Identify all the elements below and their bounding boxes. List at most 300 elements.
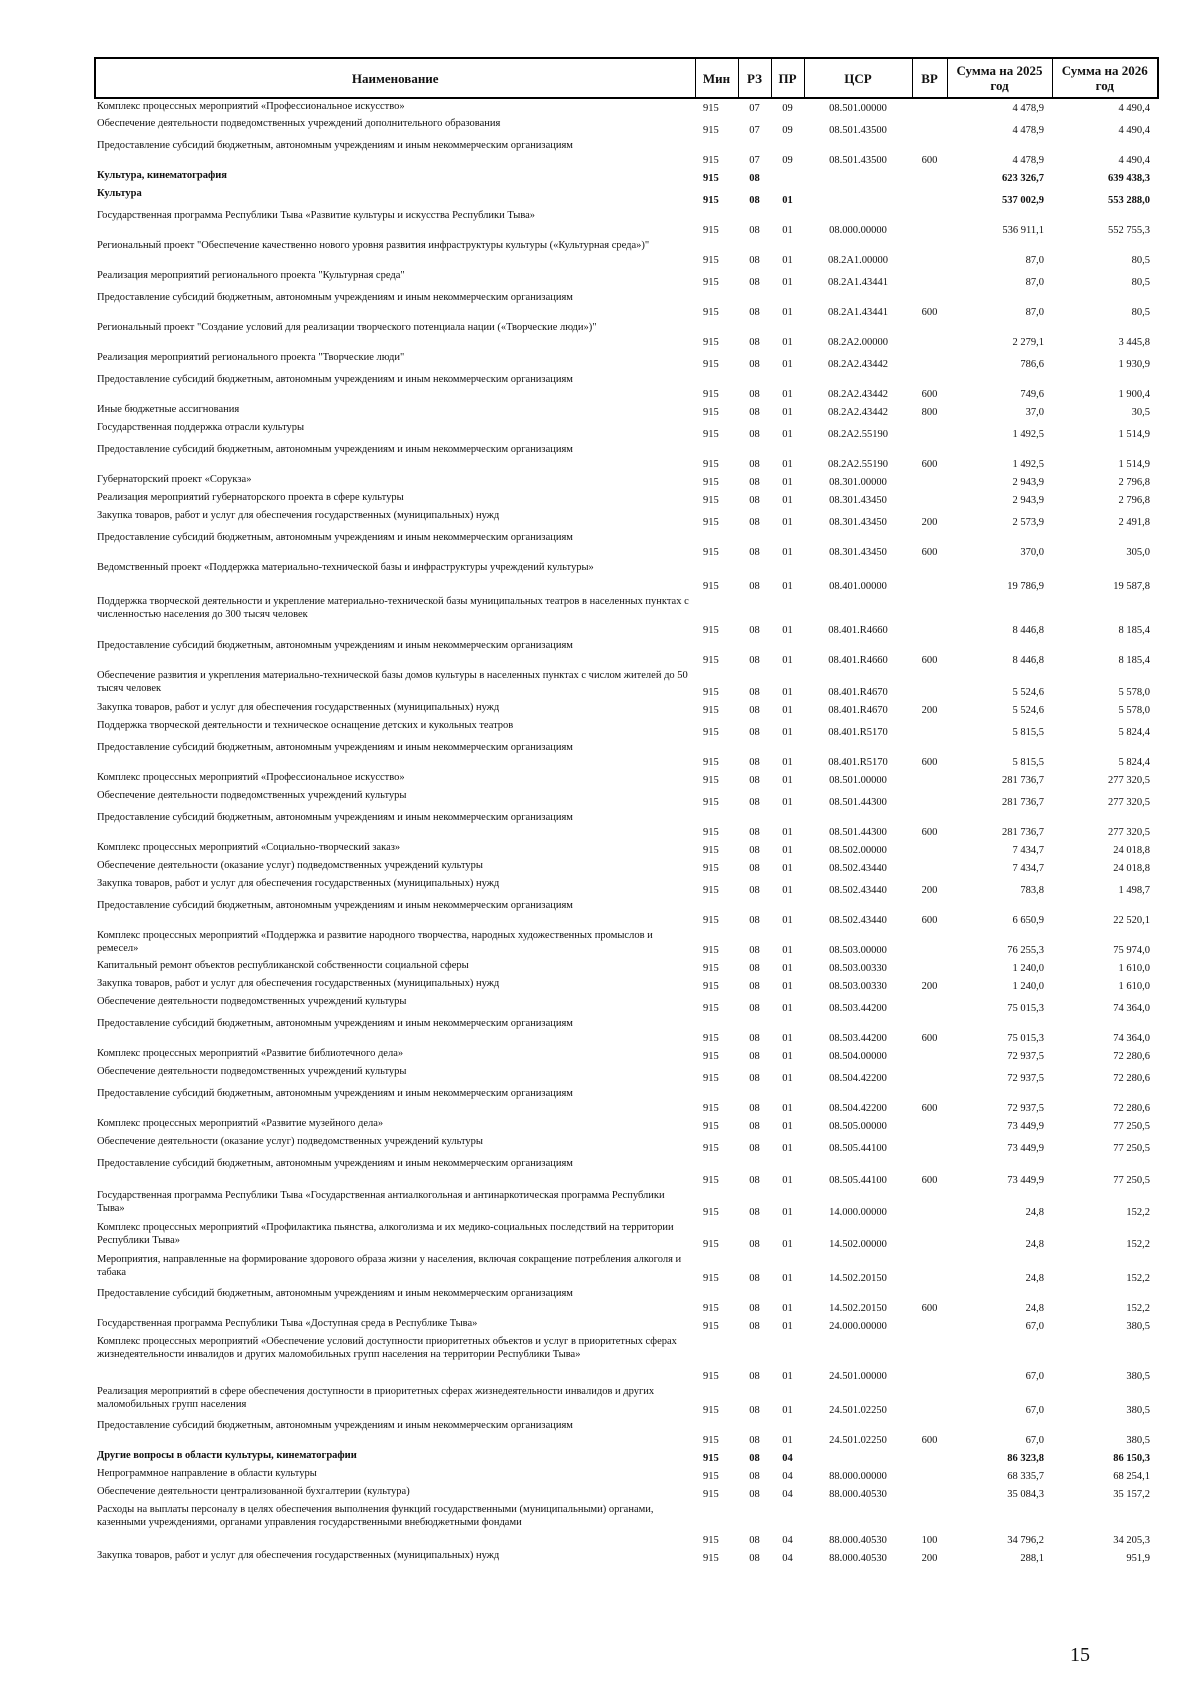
cell-sum-2026: 5 578,0 [1118,705,1150,716]
cell-vr: 200 [921,517,938,528]
cell-sum-2025: 2 943,9 [1012,477,1044,488]
cell-sum-2025: 281 736,7 [1002,797,1044,808]
cell-min: 915 [703,981,719,992]
cell-rz: 08 [749,1003,760,1014]
cell-min: 915 [703,429,719,440]
table-row [95,1316,1158,1334]
cell-min: 915 [703,517,719,528]
cell-pr: 04 [782,1471,793,1482]
cell-vr: 600 [921,389,938,400]
cell-rz: 08 [749,1103,760,1114]
cell-min: 915 [703,255,719,266]
cell-pr: 01 [782,581,793,592]
cell-csr: 08.503.00330 [829,963,887,974]
cell-sum-2025: 288,1 [1020,1553,1044,1564]
cell-min: 915 [703,103,719,114]
cell-min: 915 [703,1207,719,1218]
cell-pr: 01 [782,1303,793,1314]
cell-vr: 600 [921,155,938,166]
table-row [95,1116,1158,1134]
cell-vr [912,1188,947,1220]
cell-rz: 08 [749,797,760,808]
cell-csr: 08.401.R4660 [828,625,888,636]
cell-sum-2025: 73 449,9 [1007,1175,1044,1186]
header-sum-2025: Сумма на 2025 год [947,58,1052,98]
header-name: Наименование [95,58,695,98]
cell-vr [912,1316,947,1334]
table-row [95,508,1158,530]
cell-pr: 01 [782,827,793,838]
cell-sum-2025: 370,0 [1020,547,1044,558]
cell-pr: 01 [782,195,793,206]
cell-pr: 01 [782,915,793,926]
cell-sum-2025: 7 434,7 [1012,845,1044,856]
table-row [95,186,1158,208]
cell-pr: 01 [782,1371,793,1382]
cell-sum-2026: 86 150,3 [1113,1453,1150,1464]
cell-name: Закупка товаров, работ и услуг для обеспечения государственных (муниципальных) нужд [97,510,500,521]
header-rz: РЗ [738,58,771,98]
cell-name: Обеспечение деятельности (оказание услуг) подведомственных учреждений культуры [97,1136,483,1147]
cell-vr [912,350,947,372]
cell-name: Обеспечение деятельности (оказание услуг) подведомственных учреждений культуры [97,860,483,871]
cell-sum-2025: 68 335,7 [1007,1471,1044,1482]
cell-pr: 01 [782,407,793,418]
cell-sum-2025: 24,8 [1025,1207,1044,1218]
cell-rz: 08 [749,757,760,768]
cell-pr: 01 [782,1073,793,1084]
cell-sum-2025: 76 255,3 [1007,945,1044,956]
table-row [95,770,1158,788]
cell-sum-2026: 951,9 [1126,1553,1150,1564]
cell-name: Комплекс процессных мероприятий «Социально-творческий заказ» [97,842,401,853]
cell-rz: 08 [749,1143,760,1154]
cell-rz: 08 [749,963,760,974]
cell-name: Реализация мероприятий регионального проекта "Культурная среда" [97,270,405,281]
cell-csr: 08.401.R5170 [828,757,888,768]
cell-sum-2026: 35 157,2 [1113,1489,1150,1500]
cell-csr: 08.301.43450 [829,547,887,558]
budget-table [94,57,1159,1566]
cell-sum-2026: 75 974,0 [1113,945,1150,956]
cell-vr [912,168,947,186]
cell-name: Предоставление субсидий бюджетным, автономным учреждениям и иным некоммерческим организациям [97,742,573,753]
cell-sum-2025: 67,0 [1025,1435,1044,1446]
cell-pr: 01 [782,1051,793,1062]
cell-pr: 01 [782,1175,793,1186]
cell-min: 915 [703,885,719,896]
cell-min: 915 [703,195,719,206]
cell-sum-2026: 80,5 [1131,307,1150,318]
table-row [95,530,1158,560]
cell-vr: 600 [921,459,938,470]
cell-min: 915 [703,727,719,738]
cell-sum-2025: 67,0 [1025,1321,1044,1332]
cell-sum-2026: 72 280,6 [1113,1051,1150,1062]
cell-pr: 09 [782,103,793,114]
cell-min: 915 [703,155,719,166]
table-row [95,1418,1158,1448]
table-row [95,1286,1158,1316]
cell-sum-2026: 72 280,6 [1113,1103,1150,1114]
cell-rz: 08 [749,547,760,558]
cell-csr [804,168,912,186]
header-sum-2026: Сумма на 2026 год [1052,58,1158,98]
table-row [95,876,1158,898]
cell-rz: 08 [749,885,760,896]
cell-sum-2026: 1 514,9 [1118,459,1150,470]
cell-csr: 14.502.20150 [829,1273,887,1284]
cell-pr: 01 [782,1003,793,1014]
cell-csr: 08.2А2.43442 [827,389,889,400]
cell-min: 915 [703,655,719,666]
cell-csr: 08.401.R4670 [828,705,888,716]
cell-sum-2025: 1 240,0 [1012,963,1044,974]
cell-vr [912,994,947,1016]
cell-csr: 08.503.00000 [829,945,887,956]
cell-csr: 08.503.44200 [829,1033,887,1044]
table-row [95,168,1158,186]
cell-sum-2025: 537 002,9 [1002,195,1044,206]
cell-sum-2026: 152,2 [1126,1207,1150,1218]
cell-min: 915 [703,963,719,974]
table-row [95,740,1158,770]
cell-name: Предоставление субсидий бюджетным, автономным учреждениям и иным некоммерческим организациям [97,140,573,151]
cell-csr: 08.501.43500 [829,155,887,166]
cell-pr: 01 [782,727,793,738]
table-row [95,420,1158,442]
cell-name: Обеспечение деятельности подведомственных учреждений культуры [97,996,407,1007]
cell-name: Предоставление субсидий бюджетным, автономным учреждениям и иным некоммерческим организациям [97,374,573,385]
cell-rz: 08 [749,225,760,236]
table-row [95,718,1158,740]
cell-rz: 08 [749,1471,760,1482]
cell-pr: 04 [782,1553,793,1564]
cell-name: Предоставление субсидий бюджетным, автономным учреждениям и иным некоммерческим организациям [97,1018,573,1029]
cell-rz: 08 [749,827,760,838]
cell-min: 915 [703,1143,719,1154]
cell-vr [912,1064,947,1086]
cell-sum-2025: 786,6 [1020,359,1044,370]
cell-vr [912,116,947,138]
cell-csr: 08.501.00000 [829,103,887,114]
cell-name: Государственная программа Республики Тыва «Развитие культуры и искусства Республики Тыва» [97,210,536,221]
cell-name: Предоставление субсидий бюджетным, автономным учреждениям и иным некоммерческим организациям [97,532,573,543]
cell-sum-2025: 783,8 [1020,885,1044,896]
cell-sum-2026: 77 250,5 [1113,1121,1150,1132]
cell-sum-2026: 639 438,3 [1108,173,1150,184]
cell-sum-2025: 67,0 [1025,1405,1044,1416]
cell-min: 915 [703,1103,719,1114]
cell-vr [912,208,947,238]
cell-min: 915 [703,1051,719,1062]
cell-csr: 08.2А1.43441 [827,307,889,318]
table-row [95,1156,1158,1188]
cell-min: 915 [703,1175,719,1186]
cell-vr: 100 [921,1535,938,1546]
table-row [95,238,1158,268]
cell-min: 915 [703,1321,719,1332]
cell-sum-2026: 4 490,4 [1118,155,1150,166]
cell-name: Другие вопросы в области культуры, кинематографии [97,1450,357,1461]
table-row [95,788,1158,810]
cell-rz: 08 [749,477,760,488]
cell-sum-2026: 19 587,8 [1113,581,1150,592]
table-row [95,858,1158,876]
cell-sum-2025: 1 492,5 [1012,459,1044,470]
cell-csr: 08.504.42200 [829,1073,887,1084]
cell-sum-2026: 1 900,4 [1118,389,1150,400]
header-vr: ВР [912,58,947,98]
table-row [95,1046,1158,1064]
cell-rz: 08 [749,307,760,318]
cell-min: 915 [703,1273,719,1284]
cell-csr: 08.501.00000 [829,775,887,786]
cell-min: 915 [703,1003,719,1014]
cell-csr: 08.502.43440 [829,885,887,896]
cell-min: 915 [703,547,719,558]
cell-name: Закупка товаров, работ и услуг для обеспечения государственных (муниципальных) нужд [97,702,500,713]
cell-rz: 08 [749,625,760,636]
cell-pr: 01 [782,687,793,698]
cell-csr: 88.000.40530 [829,1553,887,1564]
cell-min: 915 [703,945,719,956]
cell-rz: 08 [749,727,760,738]
table-row [95,1548,1158,1566]
cell-name: Комплекс процессных мероприятий «Поддержка и развитие народного творчества, народных художественных промыслов и ремесел» [97,930,653,954]
cell-sum-2025: 72 937,5 [1007,1103,1044,1114]
cell-min: 915 [703,1033,719,1044]
cell-rz: 08 [749,495,760,506]
table-row [95,1086,1158,1116]
cell-sum-2026: 77 250,5 [1113,1175,1150,1186]
cell-pr: 01 [782,1207,793,1218]
cell-csr: 08.401.R5170 [828,727,888,738]
cell-rz: 08 [749,389,760,400]
cell-min: 915 [703,915,719,926]
cell-min: 915 [703,1489,719,1500]
cell-sum-2025: 24,8 [1025,1273,1044,1284]
table-row [95,116,1158,138]
cell-pr: 01 [782,655,793,666]
cell-sum-2025: 623 326,7 [1002,173,1044,184]
cell-name: Иные бюджетные ассигнования [97,404,240,415]
cell-sum-2025: 2 943,9 [1012,495,1044,506]
cell-csr: 14.502.20150 [829,1303,887,1314]
cell-sum-2025: 5 524,6 [1012,705,1044,716]
cell-rz: 08 [749,1273,760,1284]
cell-min: 915 [703,495,719,506]
cell-vr: 600 [921,827,938,838]
cell-csr: 08.301.00000 [829,477,887,488]
cell-name: Обеспечение деятельности централизованной бухгалтерии (культура) [97,1486,410,1497]
table-row [95,402,1158,420]
cell-rz: 08 [749,945,760,956]
cell-csr: 08.401.R4670 [828,687,888,698]
cell-name: Предоставление субсидий бюджетным, автономным учреждениям и иным некоммерческим организациям [97,444,573,455]
cell-rz: 08 [749,845,760,856]
cell-min: 915 [703,477,719,488]
cell-csr: 08.503.44200 [829,1003,887,1014]
table-row [95,290,1158,320]
cell-rz: 08 [749,1535,760,1546]
cell-csr: 08.301.43450 [829,517,887,528]
cell-vr [912,1334,947,1384]
table-row [95,1252,1158,1286]
cell-sum-2025: 87,0 [1025,307,1044,318]
cell-sum-2026: 277 320,5 [1108,775,1150,786]
page-number: 15 [1070,1644,1090,1666]
cell-pr: 01 [782,429,793,440]
cell-csr: 08.502.43440 [829,863,887,874]
cell-name: Предоставление субсидий бюджетным, автономным учреждениям и иным некоммерческим организациям [97,812,573,823]
cell-name: Предоставление субсидий бюджетным, автономным учреждениям и иным некоммерческим организациям [97,1420,573,1431]
cell-sum-2026: 4 490,4 [1118,103,1150,114]
table-row [95,1064,1158,1086]
cell-sum-2026: 22 520,1 [1113,915,1150,926]
cell-min: 915 [703,1121,719,1132]
cell-sum-2026: 5 578,0 [1118,687,1150,698]
cell-pr: 01 [782,775,793,786]
cell-name: Культура, кинематография [97,170,227,181]
cell-sum-2025: 75 015,3 [1007,1033,1044,1044]
cell-sum-2026: 152,2 [1126,1239,1150,1250]
cell-pr: 01 [782,277,793,288]
cell-csr: 08.501.43500 [829,125,887,136]
cell-sum-2025: 5 815,5 [1012,757,1044,768]
cell-pr: 01 [782,1033,793,1044]
cell-name: Региональный проект "Создание условий для реализации творческого потенциала нации («Творческие люди»)" [97,322,597,333]
cell-rz: 08 [749,1321,760,1332]
cell-sum-2026: 305,0 [1126,547,1150,558]
cell-rz: 08 [749,1489,760,1500]
cell-min: 915 [703,307,719,318]
cell-csr: 08.2А2.55190 [827,429,889,440]
cell-min: 915 [703,459,719,470]
cell-rz: 08 [749,1121,760,1132]
cell-vr [912,770,947,788]
cell-rz: 08 [749,1303,760,1314]
cell-name: Комплекс процессных мероприятий «Профессиональное искусство» [97,772,405,783]
cell-sum-2025: 24,8 [1025,1239,1044,1250]
cell-pr: 01 [782,307,793,318]
cell-pr [771,168,804,186]
cell-pr: 01 [782,517,793,528]
header-min: Мин [695,58,738,98]
cell-csr: 88.000.40530 [829,1535,887,1546]
cell-sum-2025: 73 449,9 [1007,1121,1044,1132]
cell-sum-2025: 4 478,9 [1012,103,1044,114]
cell-pr: 01 [782,225,793,236]
cell-rz: 08 [749,1207,760,1218]
cell-vr: 600 [921,1103,938,1114]
cell-pr: 01 [782,477,793,488]
cell-rz: 08 [749,1553,760,1564]
cell-name: Обеспечение деятельности подведомственных учреждений культуры [97,790,407,801]
table-row [95,1016,1158,1046]
cell-sum-2025: 2 573,9 [1012,517,1044,528]
cell-csr: 08.501.44300 [829,797,887,808]
cell-sum-2025: 1 240,0 [1012,981,1044,992]
cell-vr [912,490,947,508]
cell-rz: 08 [749,1051,760,1062]
cell-sum-2026: 1 610,0 [1118,981,1150,992]
cell-rz: 08 [749,1175,760,1186]
cell-vr [912,420,947,442]
cell-name: Реализация мероприятий губернаторского проекта в сфере культуры [97,492,404,503]
cell-min: 915 [703,1535,719,1546]
cell-sum-2026: 3 445,8 [1118,337,1150,348]
cell-rz: 08 [749,581,760,592]
cell-rz: 08 [749,1405,760,1416]
table-row [95,1134,1158,1156]
cell-name: Предоставление субсидий бюджетным, автономным учреждениям и иным некоммерческим организациям [97,292,573,303]
cell-vr: 200 [921,1553,938,1564]
cell-pr: 01 [782,337,793,348]
cell-name: Закупка товаров, работ и услуг для обеспечения государственных (муниципальных) нужд [97,878,500,889]
cell-sum-2026: 380,5 [1126,1371,1150,1382]
cell-min: 915 [703,1553,719,1564]
cell-vr [912,1448,947,1466]
cell-rz: 08 [749,195,760,206]
cell-sum-2026: 152,2 [1126,1273,1150,1284]
cell-pr: 01 [782,255,793,266]
table-row [95,594,1158,638]
cell-name: Культура [97,188,142,199]
cell-rz: 08 [749,655,760,666]
cell-rz: 08 [749,981,760,992]
cell-pr: 01 [782,757,793,768]
cell-min: 915 [703,277,719,288]
cell-name: Предоставление субсидий бюджетным, автономным учреждениям и иным некоммерческим организациям [97,640,573,651]
cell-min: 915 [703,407,719,418]
cell-pr: 01 [782,1435,793,1446]
cell-vr [912,472,947,490]
cell-csr: 08.2А2.00000 [827,337,889,348]
cell-csr: 88.000.40530 [829,1489,887,1500]
cell-vr: 600 [921,1303,938,1314]
table-row [95,1188,1158,1220]
cell-vr [912,858,947,876]
cell-sum-2025: 8 446,8 [1012,655,1044,666]
cell-sum-2025: 19 786,9 [1007,581,1044,592]
cell-sum-2026: 5 824,4 [1118,757,1150,768]
cell-sum-2025: 87,0 [1025,277,1044,288]
cell-pr: 01 [782,705,793,716]
cell-sum-2026: 30,5 [1131,407,1150,418]
cell-min: 915 [703,827,719,838]
cell-pr: 01 [782,1273,793,1284]
cell-rz: 08 [749,459,760,470]
cell-csr: 08.504.00000 [829,1051,887,1062]
table-row [95,638,1158,668]
table-row [95,1466,1158,1484]
cell-vr: 800 [921,407,938,418]
cell-sum-2025: 37,0 [1025,407,1044,418]
cell-rz: 08 [749,863,760,874]
cell-vr: 200 [921,981,938,992]
cell-sum-2026: 80,5 [1131,255,1150,266]
cell-sum-2026: 1 930,9 [1118,359,1150,370]
cell-sum-2026: 80,5 [1131,277,1150,288]
cell-pr: 01 [782,885,793,896]
cell-rz: 08 [749,915,760,926]
cell-vr [912,320,947,350]
cell-sum-2026: 2 796,8 [1118,477,1150,488]
cell-sum-2025: 86 323,8 [1007,1453,1044,1464]
table-row [95,138,1158,168]
cell-vr: 200 [921,705,938,716]
